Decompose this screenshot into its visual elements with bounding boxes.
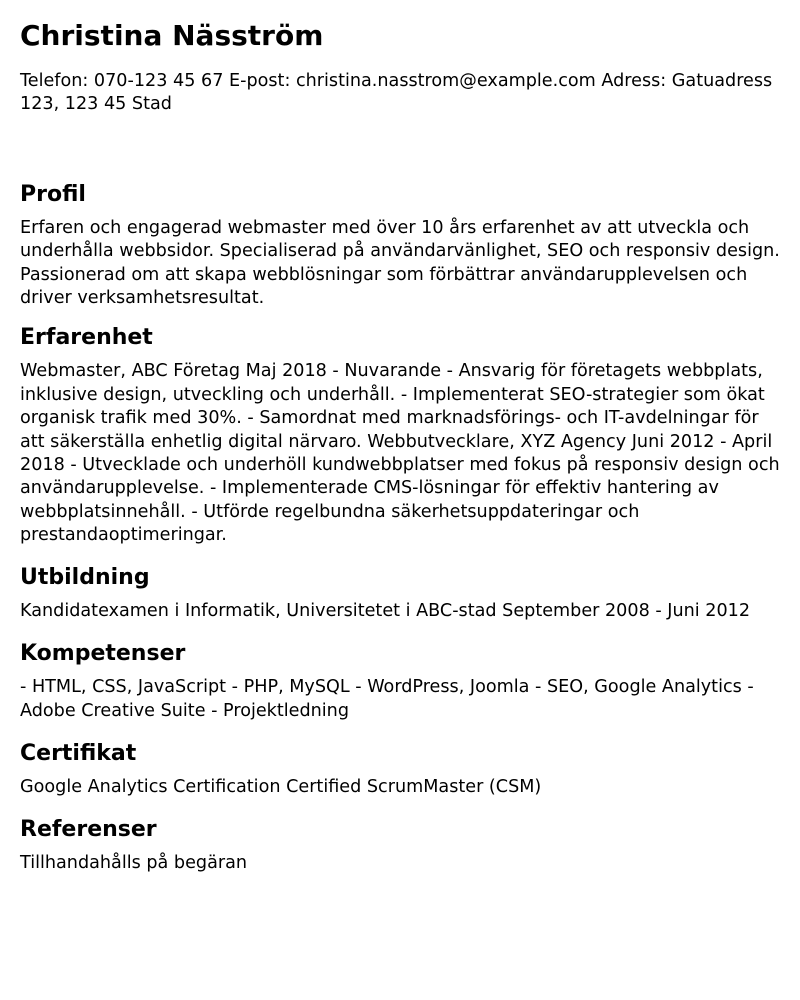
education-section (20, 564, 780, 623)
certificates-heading: Certifikat (20, 740, 137, 766)
experience-text: Webmaster, ABC Företag Maj 2018 - Nuvarande - Ansvarig för företagets webbplats, inklusive design, utveckling och underhåll. - Implementerat SEO-strategier som ökat organisk trafik med 30%. - Samordnat med marknadsförings- och IT-avdelningar för att säkerställa enhetlig digital närvaro. Webbutvecklare, XYZ Agency Juni 2012 - April 2018 - Utvecklade och underhöll kundwebbplatser med fokus på responsiv design och användarupplevelse. - Implementerade CMS-lösningar för effektiv hantering av webbplatsinnehåll. - Utförde regelbundna säkerhetsuppdateringar och prestandaoptimeringar. (20, 361, 780, 546)
skills-text: - HTML, CSS, JavaScript - PHP, MySQL - WordPress, Joomla - SEO, Google Analytics - Adobe Creative Suite - Projektledning (20, 677, 754, 721)
education-text: Kandidatexamen i Informatik, Universitetet i ABC-stad September 2008 - Juni 2012 (20, 600, 751, 621)
certificates-section (20, 740, 780, 799)
profile-heading: Profil (20, 181, 86, 207)
profile-text: Erfaren och engagerad webmaster med över 10 års erfarenhet av att utveckla och underhålla webbsidor. Specialiserad på användarvänlighet, SEO och responsiv design. Passionerad om att skapa webblösningar som förbättrar användarupplevelsen och driver verksamhetsresultat. (20, 217, 780, 309)
experience-heading: Erfarenhet (20, 325, 153, 351)
certificates-text: Google Analytics Certification Certified ScrumMaster (CSM) (20, 776, 542, 797)
skills-section (20, 640, 780, 723)
profile-section (20, 181, 780, 311)
experience-section (20, 324, 780, 547)
contact-info: Telefon: 070-123 45 67 E-post: christina.nasstrom@example.com Adress: Gatuadress 123, 123 45 Stad (20, 71, 773, 115)
candidate-name: Christina Näsström (20, 19, 324, 52)
education-heading: Utbildning (20, 564, 150, 590)
references-text: Tillhandahålls på begäran (20, 853, 248, 874)
skills-heading: Kompetenser (20, 641, 186, 667)
references-heading: Referenser (20, 817, 157, 843)
references-section (20, 816, 780, 875)
